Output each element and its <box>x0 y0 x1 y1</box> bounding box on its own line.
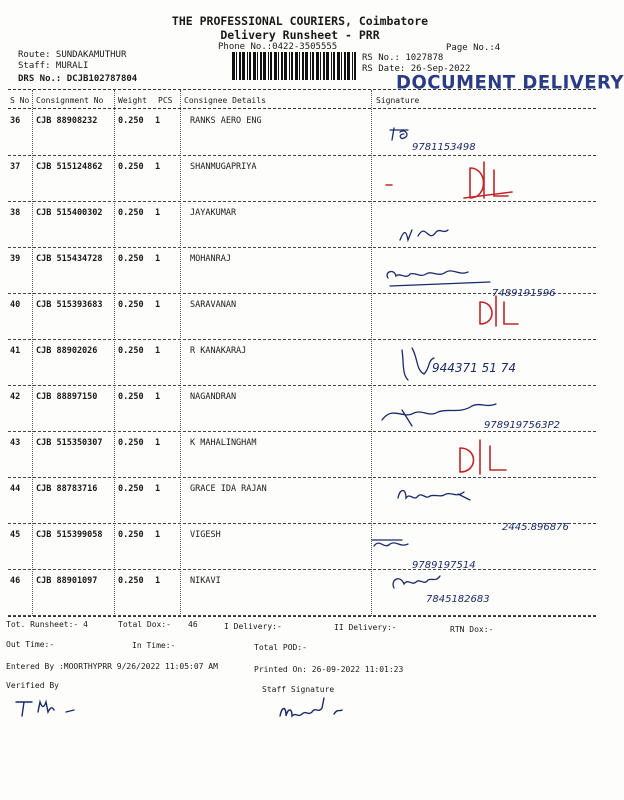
signature-area <box>372 110 600 615</box>
hand-phone-44: 2445.896876 <box>502 522 569 533</box>
hand-phone-41: 944371 51 74 <box>432 361 516 375</box>
row-consignee-name: VIGESH <box>190 530 221 540</box>
rs-number: RS No.: 1027878 <box>362 53 444 63</box>
row-consignee-name: RANKS AERO ENG <box>190 116 262 126</box>
row-sno: 45 <box>10 530 21 540</box>
barcode-image <box>232 52 356 80</box>
row-pcs: 1 <box>155 116 161 126</box>
footer-total-pod: Total POD:- <box>254 643 307 652</box>
row-consignment-no: CJB 515400302 <box>36 208 103 218</box>
row-sno: 43 <box>10 438 21 448</box>
staff-signature <box>276 696 356 726</box>
row-consignee-name: NAGANDRAN <box>190 392 237 402</box>
row-pcs: 1 <box>155 576 161 586</box>
row-sno: 37 <box>10 162 21 172</box>
footer-rtn-dox: RTN Dox:- <box>450 625 494 634</box>
footer-out-time: Out Time:- <box>6 640 55 649</box>
row-weight: 0.250 <box>118 484 144 494</box>
footer-ii-delivery: II Delivery:- <box>334 623 397 632</box>
document-delivery-stamp: DOCUMENT DELIVERY <box>396 71 624 94</box>
row-pcs: 1 <box>155 254 161 264</box>
row-consignee-name: SARAVANAN <box>190 300 237 310</box>
row-consignment-no: CJB 515393683 <box>36 300 103 310</box>
row-consignee-name: K MAHALINGHAM <box>190 438 257 448</box>
row-sno: 42 <box>10 392 21 402</box>
hand-phone-42: 9789197563P2 <box>484 420 561 431</box>
staff-label: Staff: MURALI <box>18 61 89 71</box>
row-consignment-no: CJB 515434728 <box>36 254 103 264</box>
document-title: Delivery Runsheet - PRR <box>220 28 380 42</box>
col-header-pcs: PCS <box>158 96 173 105</box>
row-consignee-name: GRACE IDA RAJAN <box>190 484 267 494</box>
row-pcs: 1 <box>155 438 161 448</box>
footer-staff-signature: Staff Signature <box>262 685 335 694</box>
row-consignment-no: CJB 88901097 <box>36 576 98 586</box>
row-pcs: 1 <box>155 530 161 540</box>
row-consignment-no: CJB 88902026 <box>36 346 98 356</box>
col-header-weight: Weight <box>118 96 147 105</box>
hand-phone-39: 7489191596 <box>492 288 556 299</box>
row-sno: 44 <box>10 484 21 494</box>
row-sno: 39 <box>10 254 21 264</box>
row-weight: 0.250 <box>118 346 144 356</box>
row-weight: 0.250 <box>118 300 144 310</box>
row-consignment-no: CJB 88897150 <box>36 392 98 402</box>
row-weight: 0.250 <box>118 116 144 126</box>
row-pcs: 1 <box>155 300 161 310</box>
row-consignee-name: NIKAVI <box>190 576 221 586</box>
col-header-consignee: Consignee Details <box>184 96 266 105</box>
footer-printed-on: Printed On: 26-09-2022 11:01:23 <box>254 665 404 674</box>
row-pcs: 1 <box>155 208 161 218</box>
row-sno: 36 <box>10 116 21 126</box>
rs-date: RS Date: 26-Sep-2022 <box>362 64 471 74</box>
row-consignee-name: SHANMUGAPRIYA <box>190 162 257 172</box>
row-sno: 38 <box>10 208 21 218</box>
row-pcs: 1 <box>155 346 161 356</box>
row-sno: 46 <box>10 576 21 586</box>
hand-phone-45: 9789197514 <box>412 560 476 571</box>
row-weight: 0.250 <box>118 576 144 586</box>
col-header-signature: Signature <box>376 96 420 105</box>
row-consignment-no: CJB 88783716 <box>36 484 98 494</box>
hand-phone-36: 9781153498 <box>412 142 476 153</box>
row-weight: 0.250 <box>118 208 144 218</box>
row-sno: 40 <box>10 300 21 310</box>
row-consignment-no: CJB 88908232 <box>36 116 98 126</box>
route-label: Route: SUNDAKAMUTHUR <box>18 50 127 60</box>
phone-number: Phone No.:0422-3505555 <box>218 42 338 52</box>
row-consignee-name: JAYAKUMAR <box>190 208 237 218</box>
row-consignment-no: CJB 515399058 <box>36 530 103 540</box>
col-header-consignment: Consignment No <box>36 96 104 105</box>
row-weight: 0.250 <box>118 162 144 172</box>
row-weight: 0.250 <box>118 438 144 448</box>
page-number: Page No.:4 <box>446 43 501 53</box>
row-pcs: 1 <box>155 392 161 402</box>
row-consignee-name: MOHANRAJ <box>190 254 231 264</box>
row-weight: 0.250 <box>118 254 144 264</box>
row-consignee-name: R KANAKARAJ <box>190 346 247 356</box>
drs-number: DRS No.: DCJB102787804 <box>18 74 138 84</box>
footer-in-time: In Time:- <box>132 641 176 650</box>
row-weight: 0.250 <box>118 392 144 402</box>
footer-verified-by: Verified By <box>6 681 59 690</box>
row-pcs: 1 <box>155 162 161 172</box>
row-consignment-no: CJB 515350307 <box>36 438 103 448</box>
hand-phone-46: 7845182683 <box>426 594 490 605</box>
row-weight: 0.250 <box>118 530 144 540</box>
row-sno: 41 <box>10 346 21 356</box>
footer-total-dox-value: 46 <box>188 620 198 629</box>
footer-entered-by: Entered By :MOORTHYPRR 9/26/2022 11:05:07 AM <box>6 662 218 671</box>
verifier-signature <box>12 694 102 724</box>
row-consignment-no: CJB 515124862 <box>36 162 103 172</box>
footer-i-delivery: I Delivery:- <box>224 622 282 631</box>
footer-total-dox: Total Dox:- <box>118 620 171 629</box>
col-header-sno: S No <box>10 96 30 105</box>
row-pcs: 1 <box>155 484 161 494</box>
company-title: THE PROFESSIONAL COURIERS, Coimbatore <box>171 14 429 28</box>
footer-tot-runsheet: Tot. Runsheet:- 4 <box>6 620 88 629</box>
